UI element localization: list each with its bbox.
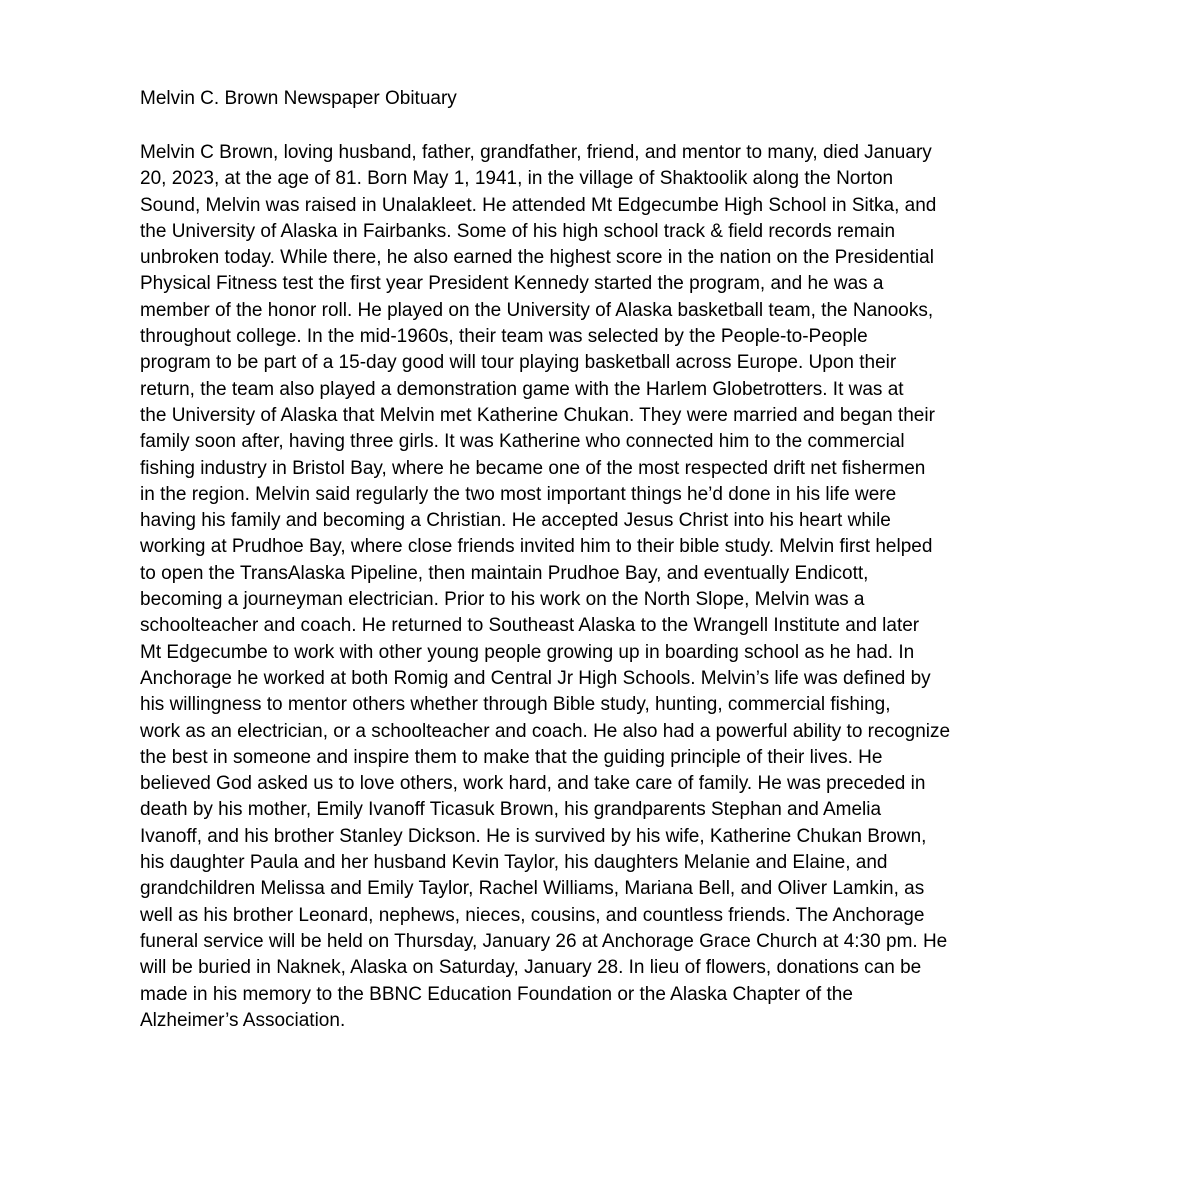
body-line: death by his mother, Emily Ivanoff Ticasuk Brown, his grandparents Stephan and Amelia xyxy=(140,799,882,821)
document-title: Melvin C. Brown Newspaper Obituary xyxy=(140,88,457,109)
body-line: his daughter Paula and her husband Kevin Taylor, his daughters Melanie and Elaine, and xyxy=(140,852,888,874)
body-line: family soon after, having three girls. It was Katherine who connected him to the commercial xyxy=(140,431,905,453)
body-line: fishing industry in Bristol Bay, where he became one of the most respected drift net fishermen xyxy=(140,457,926,479)
body-line: throughout college. In the mid-1960s, their team was selected by the People-to-People xyxy=(140,326,868,348)
body-line: the University of Alaska in Fairbanks. Some of his high school track & field records remain xyxy=(140,220,896,242)
body-line: 20, 2023, at the age of 81. Born May 1, 1941, in the village of Shaktoolik along the Norton xyxy=(140,168,894,190)
body-line: grandchildren Melissa and Emily Taylor, Rachel Williams, Mariana Bell, and Oliver Lamkin, as xyxy=(140,878,925,900)
body-line: Physical Fitness test the first year President Kennedy started the program, and he was a xyxy=(140,273,884,295)
body-line: return, the team also played a demonstration game with the Harlem Globetrotters. It was at xyxy=(140,378,904,400)
body-line: working at Prudhoe Bay, where close friends invited him to their bible study. Melvin first helped xyxy=(140,536,933,558)
body-line: will be buried in Naknek, Alaska on Saturday, January 28. In lieu of flowers, donations can be xyxy=(140,957,922,979)
body-line: the best in someone and inspire them to make that the guiding principle of their lives. He xyxy=(140,746,883,768)
body-line: made in his memory to the BBNC Education Foundation or the Alaska Chapter of the xyxy=(140,983,853,1005)
body-line: to open the TransAlaska Pipeline, then maintain Prudhoe Bay, and eventually Endicott, xyxy=(140,562,869,584)
body-line: program to be part of a 15-day good will tour playing basketball across Europe. Upon their xyxy=(140,352,897,374)
body-line: Alzheimer’s Association. xyxy=(140,1009,346,1031)
body-line: becoming a journeyman electrician. Prior to his work on the North Slope, Melvin was a xyxy=(140,589,865,611)
body-line: Ivanoff, and his brother Stanley Dickson. He is survived by his wife, Katherine Chukan Brown, xyxy=(140,825,927,847)
body-line: well as his brother Leonard, nephews, nieces, cousins, and countless friends. The Anchorage xyxy=(140,904,925,926)
obituary-body xyxy=(140,140,1080,1034)
body-line: in the region. Melvin said regularly the two most important things he’d done in his life were xyxy=(140,483,897,505)
body-line: work as an electrician, or a schoolteacher and coach. He also had a powerful ability to recognize xyxy=(140,720,951,742)
body-line: Mt Edgecumbe to work with other young people growing up in boarding school as he had. In xyxy=(140,641,915,663)
body-line: Melvin C Brown, loving husband, father, grandfather, friend, and mentor to many, died January xyxy=(140,142,932,163)
body-line: member of the honor roll. He played on the University of Alaska basketball team, the Nanooks, xyxy=(140,299,934,321)
body-line: his willingness to mentor others whether through Bible study, hunting, commercial fishing, xyxy=(140,694,891,716)
body-line: the University of Alaska that Melvin met Katherine Chukan. They were married and began their xyxy=(140,404,935,426)
body-line: funeral service will be held on Thursday, January 26 at Anchorage Grace Church at 4:30 pm. He xyxy=(140,930,948,952)
body-line: Anchorage he worked at both Romig and Central Jr High Schools. Melvin’s life was defined by xyxy=(140,667,931,689)
body-line: Sound, Melvin was raised in Unalakleet. He attended Mt Edgecumbe High School in Sitka, and xyxy=(140,194,937,216)
body-line: believed God asked us to love others, work hard, and take care of family. He was preceded in xyxy=(140,773,926,795)
body-line: schoolteacher and coach. He returned to Southeast Alaska to the Wrangell Institute and later xyxy=(140,615,920,637)
body-line: having his family and becoming a Christian. He accepted Jesus Christ into his heart while xyxy=(140,510,891,532)
body-line: unbroken today. While there, he also earned the highest score in the nation on the Presidential xyxy=(140,247,934,269)
